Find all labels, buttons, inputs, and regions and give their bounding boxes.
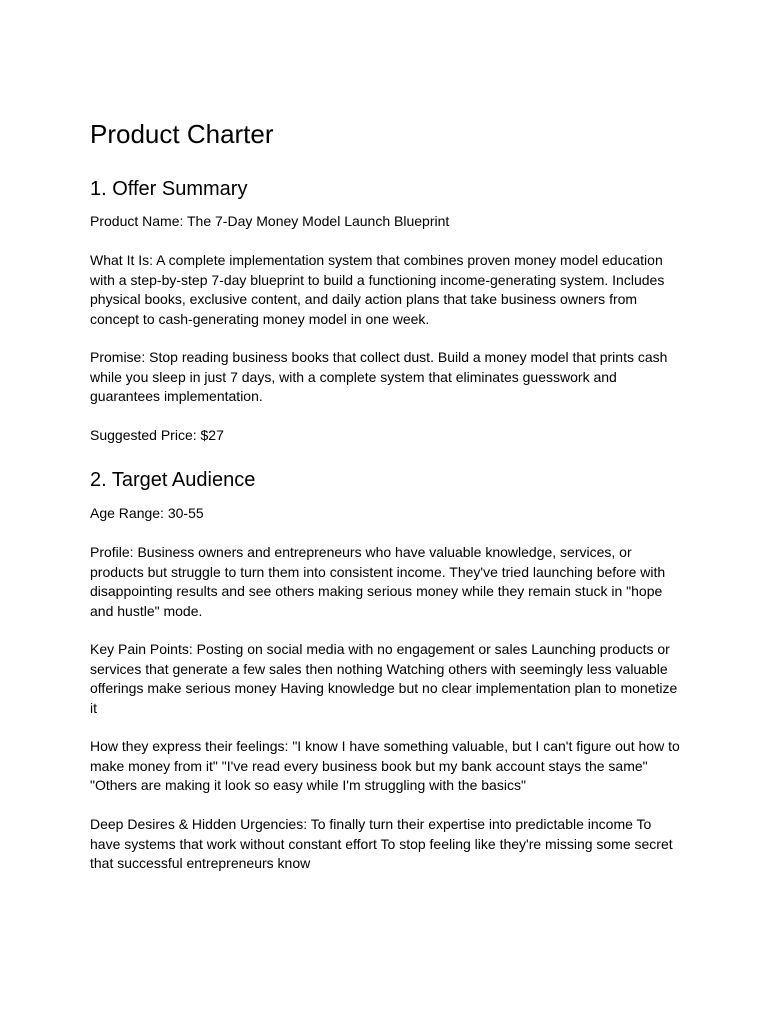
suggested-price-paragraph: Suggested Price: $27 (90, 427, 224, 443)
profile-paragraph: Profile: Business owners and entrepreneurs who have valuable knowledge, services, or products but struggle to turn them into consistent income. They've tried launching before with disappointing results and see others making serious money while they remain stuck in "hope and hustle" mode. (90, 544, 666, 619)
section-heading-target-audience: 2. Target Audience (90, 469, 256, 491)
pain-points-paragraph: Key Pain Points: Posting on social media with no engagement or sales Launching products or services that generate a few sales then nothing Watching others with seemingly less valuable offerings make serious money Having knowledge but no clear implementation plan to monetize it (90, 641, 678, 716)
promise-paragraph: Promise: Stop reading business books that collect dust. Build a money model that prints cash while you sleep in just 7 days, with a complete system that eliminates guesswork and guarantees implementation. (90, 349, 668, 404)
section-heading-offer-summary: 1. Offer Summary (90, 178, 248, 200)
feelings-paragraph: How they express their feelings: "I know I have something valuable, but I can't figure out how to make money from it" "I've read every business book but my bank account stays the same" "Others are making it look so easy while I'm struggling with the basics" (90, 738, 680, 793)
desires-paragraph: Deep Desires & Hidden Urgencies: To finally turn their expertise into predictable income To have systems that work without constant effort To stop feeling like they're missing some secret that successful entrepreneurs know (90, 816, 673, 871)
what-it-is-paragraph: What It Is: A complete implementation system that combines proven money model education with a step-by-step 7-day blueprint to build a functioning income-generating system. Includes physical books, exclusive content, and daily action plans that take business owners from concept to cash-generating money model in one week. (90, 252, 665, 327)
document-title: Product Charter (90, 119, 274, 149)
age-range-paragraph: Age Range: 30-55 (90, 505, 204, 521)
product-name-paragraph: Product Name: The 7-Day Money Model Launch Blueprint (90, 213, 450, 229)
